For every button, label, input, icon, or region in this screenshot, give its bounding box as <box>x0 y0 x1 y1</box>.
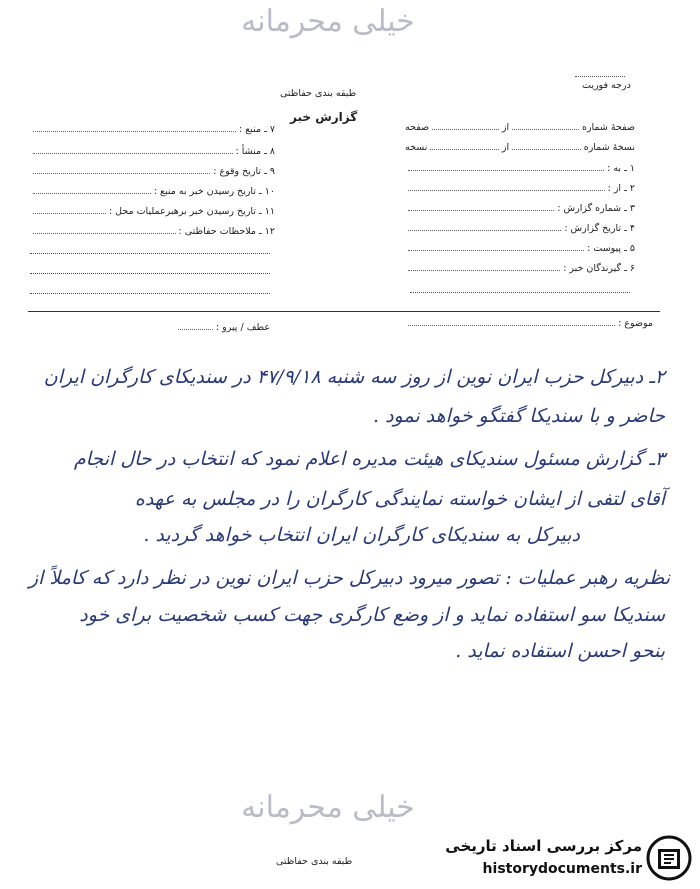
field-recipients <box>405 263 635 274</box>
field-report-date <box>405 223 635 234</box>
arrival-to-source-label: ۱۰ ـ تاریخ رسیدن خبر به منبع : <box>153 186 275 197</box>
page-number-fill <box>512 129 579 130</box>
security-notes-fill <box>33 233 176 234</box>
handwritten-line-1: ۲ـ دبیرکل حزب ایران نوین از روز سه شنبه ۴۷/۹/۱۸ در سندیکای کارگران ایران <box>43 366 665 388</box>
report-number-fill <box>408 210 554 211</box>
report-date-fill <box>408 230 561 231</box>
arrival-to-source-fill <box>33 193 151 194</box>
page-number-end: صفحه <box>405 122 430 133</box>
origin-label: ۸ ـ منشأ : <box>235 146 275 157</box>
source-fill <box>33 131 236 132</box>
occurrence-date-label: ۹ ـ تاریخ وقوع : <box>213 166 275 177</box>
origin-fill <box>33 153 233 154</box>
field-report-number <box>405 203 635 214</box>
field-from-fill <box>408 190 605 191</box>
field-copy-number <box>405 142 635 153</box>
header-divider <box>28 311 660 312</box>
handwritten-line-6: نظریه رهبر عملیات : تصور میرود دبیرکل حزب ایران نوین در نظر دارد که کاملاً از <box>28 567 670 589</box>
arrival-to-leader-fill <box>33 213 106 214</box>
report-number-label: ۳ ـ شماره گزارش : <box>557 203 635 214</box>
handwritten-line-7: سندیکا سو استفاده نماید و از وضع کارگری جهت کسب شخصیت برای خود <box>79 604 665 626</box>
field-to <box>405 163 635 174</box>
field-to-fill <box>408 170 604 171</box>
attachment-fill <box>408 250 584 251</box>
arrival-to-leader-label: ۱۱ ـ تاریخ رسیدن خبر برهبرعملیات محل : <box>108 206 275 217</box>
confidential-stamp-top: خیلی محرمانه <box>241 4 415 39</box>
footer-title: مرکز بررسی اسناد تاریخی <box>445 837 642 855</box>
urgency-label: درجه فوریت <box>582 80 631 91</box>
field-origin <box>30 146 275 157</box>
notes-line-2 <box>30 273 270 274</box>
subject-fill <box>408 325 615 326</box>
occurrence-date-fill <box>33 173 210 174</box>
handwritten-line-4: آقای لتفی از ایشان خواسته نمایندگی کارگران را در مجلس به عهده <box>134 488 665 510</box>
reference-fill <box>178 329 213 330</box>
notes-line-1 <box>30 253 270 254</box>
report-title: گزارش خبر <box>290 110 358 124</box>
page-number-label: صفحهٔ شماره <box>581 122 635 133</box>
copy-number-from: از <box>501 142 510 153</box>
recipients-extra-line <box>410 292 630 293</box>
handwritten-line-5: دبیرکل به سندیکای کارگران ایران انتخاب خواهد گردید . <box>143 524 580 546</box>
field-from-label: ۲ ـ از : <box>607 183 635 194</box>
handwritten-line-2: حاضر و با سندیکا گفتگو خواهد نمود . <box>373 405 665 427</box>
field-reference <box>175 322 270 333</box>
copy-number-fill <box>512 149 581 150</box>
handwritten-line-8: بنحو احسن استفاده نماید . <box>455 640 665 662</box>
field-subject <box>405 318 653 329</box>
report-date-label: ۴ ـ تاریخ گزارش : <box>564 223 635 234</box>
field-arrival-to-leader <box>30 206 275 217</box>
field-source <box>30 124 275 135</box>
handwritten-line-3: ۳ـ گزارش مسئول سندیکای هیئت مدیره اعلام نمود که انتخاب در حال انجام <box>73 448 665 470</box>
field-arrival-to-source <box>30 186 275 197</box>
classification-label: طبقه بندی حفاظتی <box>280 88 357 99</box>
copy-number-label: نسخهٔ شماره <box>583 142 635 153</box>
page-number-fill-2 <box>432 129 499 130</box>
field-attachment <box>405 243 635 254</box>
subject-label: موضوع : <box>618 318 653 329</box>
copy-number-end: نسخه <box>405 142 428 153</box>
recipients-label: ۶ ـ گیرندگان خبر : <box>563 263 635 274</box>
page-number-from: از <box>501 122 510 133</box>
copy-number-fill-2 <box>430 149 499 150</box>
field-page-number <box>405 122 635 133</box>
field-from <box>405 183 635 194</box>
confidential-stamp-bottom: خیلی محرمانه <box>241 790 415 825</box>
attachment-label: ۵ ـ پیوست : <box>587 243 635 254</box>
urgency-dots <box>575 76 625 77</box>
archive-logo-icon <box>646 835 692 881</box>
reference-label: عطف / پیرو : <box>215 322 270 333</box>
notes-line-3 <box>30 293 270 294</box>
source-label: ۷ ـ منبع : <box>238 124 275 135</box>
classification-label-bottom: طبقه بندی حفاظتی <box>276 856 353 867</box>
field-occurrence-date <box>30 166 275 177</box>
recipients-fill <box>408 270 560 271</box>
security-notes-label: ۱۲ ـ ملاحظات حفاظتی : <box>178 226 275 237</box>
field-to-label: ۱ ـ به : <box>607 163 635 174</box>
field-security-notes <box>30 226 275 237</box>
footer-url[interactable]: historydocuments.ir <box>482 861 642 877</box>
